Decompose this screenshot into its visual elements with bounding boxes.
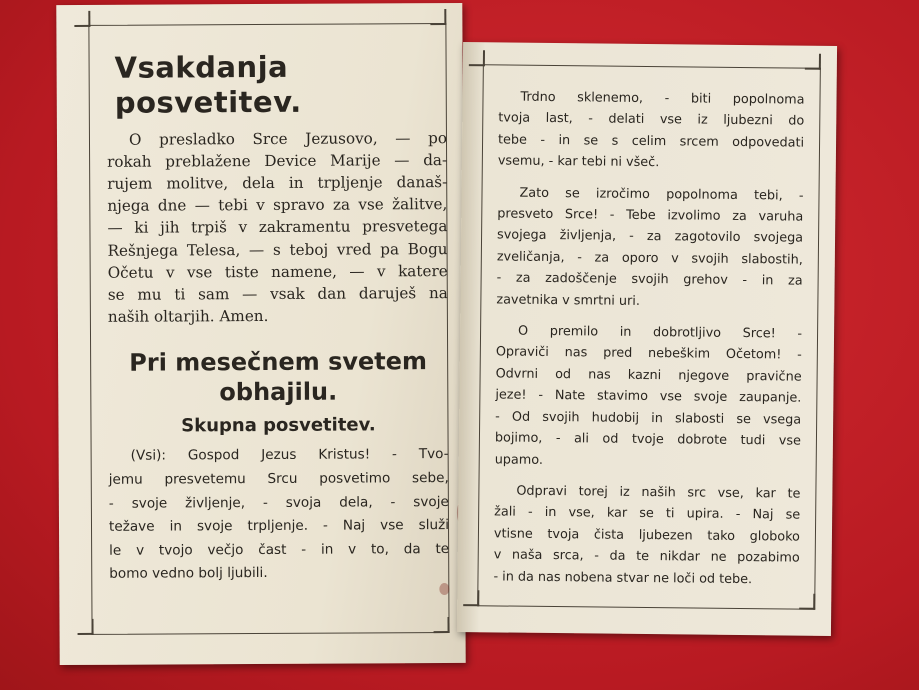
text-line: težave in svoje trpljenje. - Naj vse služi <box>108 517 450 536</box>
text-line: jeze! - Nate stavimo vse svoje zaupanje. <box>495 387 802 406</box>
ink-stain <box>439 583 449 595</box>
text-line: Očetu v vse tiste namene, — v katere <box>107 261 448 282</box>
heading-group-consecration: Skupna posvetitev. <box>181 414 376 437</box>
text-line: rokah preblažene Device Marije — da- <box>107 150 448 171</box>
text-line: (Vsi): Gospod Jezus Kristus! - Tvo- <box>130 446 449 465</box>
text-line: bojimo, - ali od tvoje dobrote tudi vse <box>494 430 802 449</box>
text-line: tebe - in se s celim srcem odpovedati <box>497 132 805 151</box>
text-line: se mu ti sam — vsak dan daruješ na <box>107 284 448 304</box>
paragraph <box>496 182 803 314</box>
text-line: tvoja last, - delati vse iz ljubezni do <box>498 110 805 130</box>
text-line: - Od svojih hudobij in slabosti se vsega <box>495 409 802 428</box>
text-line: O presladko Srce Jezusovo, — po <box>128 128 448 149</box>
text-line: njega dne — tebi v spravo za vse žalitve, <box>107 195 448 216</box>
daily-consecration-text <box>107 127 448 329</box>
text-line: - za zadoščenje svojih grehov - in za <box>496 270 803 289</box>
text-line: jemu presvetemu Srcu posvetimo sebe, <box>108 470 449 488</box>
text-line: bomo vedno bolj ljubili. <box>109 565 268 583</box>
text-line: Zato se izročimo popolnoma tebi, - <box>519 185 804 204</box>
right-page-content <box>493 86 804 600</box>
text-line: upamo. <box>494 451 544 468</box>
text-line: v naša srca, - da te nikdar ne pozabimo <box>493 547 800 566</box>
text-line: svojega življenja, - za zagotovilo svojega <box>496 227 804 247</box>
text-line: Odvrni od nas kazni njegove pravične <box>495 366 802 385</box>
heading-line: Pri mesečnem svetem <box>129 347 428 378</box>
text-line: - svoje življenje, - svoja dela, - svoje <box>108 493 449 512</box>
text-line: naših oltarjih. Amen. <box>107 307 269 327</box>
text-line: vtisne tvoja čista ljubezen tako globoko <box>493 526 801 545</box>
left-page-content <box>106 43 449 587</box>
text-line: vsemu, - kar tebi ni všeč. <box>497 153 660 171</box>
paragraph <box>498 86 805 175</box>
text-line: le v tvojo večjo čast - in v to, da te <box>109 540 450 559</box>
right-page <box>457 42 837 636</box>
text-line: — ki jih trpiš v zakramentu presvetega <box>107 217 448 238</box>
text-line: O premilo in dobrotljivo Srce! - <box>517 323 803 342</box>
text-line: zavetnika v smrtni uri. <box>496 292 641 309</box>
text-line: Opraviči nas pred nebeškim Očetom! - <box>495 344 802 364</box>
paragraph <box>493 480 800 590</box>
text-line: rujem molitve, dela in trpljenje današ- <box>107 173 448 193</box>
heading-line: obhajilu. <box>219 378 338 407</box>
paragraph <box>495 320 803 473</box>
title-vsakdanja-posvetitev: Vsakdanja posvetitev. <box>114 49 302 120</box>
group-consecration-text <box>109 443 450 586</box>
text-line: Rešnjega Telesa, — s teboj vred pa Bogu <box>107 239 448 260</box>
text-line: žali - in vse, kar se ti upira. - Naj se <box>494 504 801 523</box>
text-line: - in da nas nobena stvar ne loči od tebe. <box>493 568 753 587</box>
text-line: presveto Srce! - Tebe izvolimo za varuha <box>497 206 804 225</box>
text-line: Odpravi torej iz naših src vse, kar te <box>516 483 801 502</box>
left-page <box>56 3 465 665</box>
text-line: zveličanja, - za oporo v svojih slabostih, <box>496 249 803 268</box>
heading-monthly-communion <box>108 346 448 408</box>
text-line: Trdno sklenemo, - biti popolnoma <box>520 89 805 108</box>
